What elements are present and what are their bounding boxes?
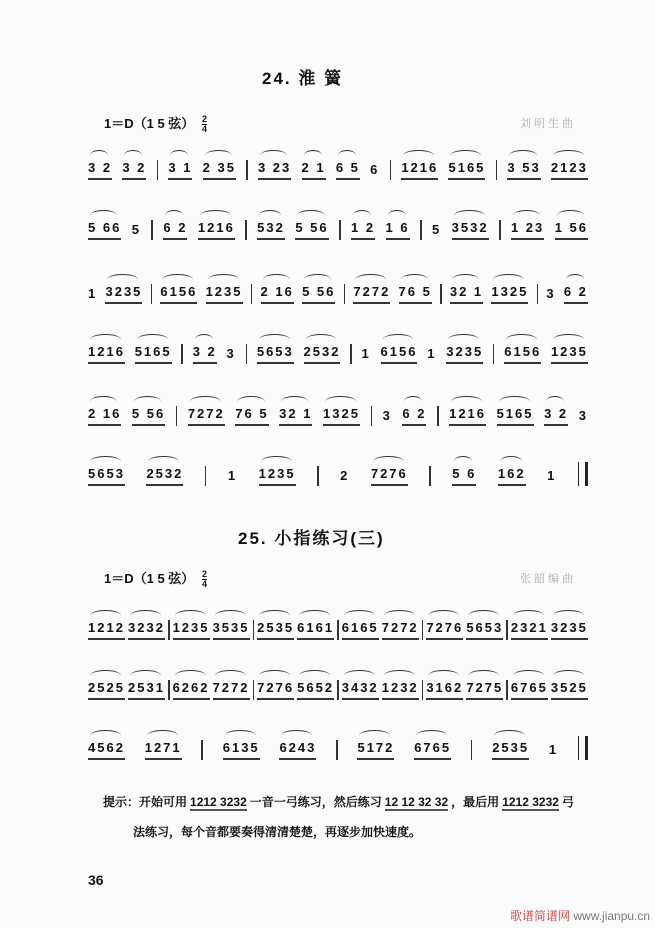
barline — [390, 160, 392, 180]
note-group: 3 — [546, 286, 556, 301]
note-group: 32 1 — [450, 284, 483, 304]
note-group: 6165 — [342, 620, 379, 640]
note-group: 5 6 — [452, 466, 476, 486]
time-signature: $\frac{2}{4}$ — [201, 114, 207, 135]
note-group: 5652 — [297, 680, 334, 700]
note-group: 5 56 — [295, 220, 328, 240]
barline — [246, 160, 248, 180]
note-group: 3 — [382, 408, 392, 423]
barline — [181, 344, 183, 364]
score-line — [88, 660, 588, 700]
hint-notation: 1212 3232 — [190, 795, 247, 809]
barline — [157, 160, 159, 180]
note-group: 5653 — [88, 466, 125, 486]
note-group: 76 5 — [235, 406, 268, 426]
note-group: 6243 — [279, 740, 316, 760]
note-group: 1232 — [382, 680, 419, 700]
note-group: 2321 — [511, 620, 548, 640]
note-group: 6161 — [297, 620, 334, 640]
note-group: 3 53 — [507, 160, 540, 180]
hint-text: ，最后用 — [451, 795, 500, 809]
barline — [168, 680, 170, 700]
note-group: 2525 — [88, 680, 125, 700]
note-group: 5 56 — [132, 406, 165, 426]
barline — [420, 220, 422, 240]
key-signature: 1＝D（1 5 弦） — [104, 116, 195, 131]
barline — [205, 466, 207, 486]
barline — [339, 220, 341, 240]
note-group: 3 — [226, 346, 236, 361]
note-group: 1216 — [88, 344, 125, 364]
note-group: 5653 — [257, 344, 294, 364]
final-barline — [578, 462, 588, 486]
score-line — [88, 446, 588, 486]
watermark — [510, 907, 650, 924]
barline — [499, 220, 501, 240]
note-group: 6 — [370, 162, 380, 177]
note-group: 2532 — [304, 344, 341, 364]
note-group: 1216 — [449, 406, 486, 426]
note-group: 6765 — [511, 680, 548, 700]
note-group: 3 23 — [258, 160, 291, 180]
note-group: 1325 — [323, 406, 360, 426]
note-group: 7272 — [188, 406, 225, 426]
note-group: 76 5 — [399, 284, 432, 304]
note-group: 4562 — [88, 740, 125, 760]
note-group: 6156 — [504, 344, 541, 364]
barline — [151, 220, 153, 240]
key-signature: 1＝D（1 5 弦） — [104, 571, 195, 586]
note-group: 5 — [431, 222, 442, 237]
watermark-name: 歌谱简谱网 — [510, 909, 571, 923]
barline — [537, 284, 539, 304]
barline — [496, 160, 498, 180]
barline — [422, 620, 424, 640]
note-group: 6262 — [173, 680, 210, 700]
note-group: 1216 — [401, 160, 438, 180]
barline — [151, 284, 153, 304]
note-group: 1235 — [173, 620, 210, 640]
note-group: 3235 — [105, 284, 142, 304]
score-line — [88, 140, 588, 180]
note-group: 1271 — [145, 740, 182, 760]
note-group: 1 2 — [351, 220, 375, 240]
hint-notation: 12 12 32 32 — [384, 795, 449, 809]
barline — [337, 620, 339, 640]
barline — [201, 740, 203, 760]
time-signature: $\frac{2}{4}$ — [201, 569, 207, 590]
piece-24-composer: 刘明生曲 — [520, 118, 576, 130]
note-group: 7275 — [466, 680, 503, 700]
hint-line-2: 法练习，每个音都要奏得清清楚楚，再逐步加快速度。 — [133, 825, 422, 839]
barline — [506, 680, 508, 700]
note-group: 1 — [547, 468, 557, 483]
piece-25-key — [104, 568, 207, 589]
note-group: 1235 — [551, 344, 588, 364]
note-group: 7276 — [426, 620, 463, 640]
note-group: 3235 — [551, 620, 588, 640]
note-group: 5165 — [497, 406, 534, 426]
note-group: 2535 — [257, 620, 294, 640]
note-group: 1 — [88, 286, 98, 301]
hint-notation: 1212 3232 — [502, 795, 559, 809]
page-number: 36 — [88, 872, 104, 888]
note-group: 1212 — [88, 620, 125, 640]
note-group: 1235 — [206, 284, 243, 304]
note-group: 532 — [257, 220, 285, 240]
barline — [350, 344, 352, 364]
note-group: 5165 — [448, 160, 485, 180]
note-group: 2 35 — [203, 160, 236, 180]
barline — [440, 284, 442, 304]
note-group: 7272 — [382, 620, 419, 640]
note-group: 3 1 — [168, 160, 192, 180]
note-group: 7272 — [213, 680, 250, 700]
note-group: 2 16 — [261, 284, 294, 304]
note-group: 3 2 — [544, 406, 568, 426]
note-group: 2532 — [146, 466, 183, 486]
hint-text: 弓 — [561, 795, 574, 809]
hint-text: 提示：开始可用 — [103, 795, 188, 809]
barline — [493, 344, 495, 364]
note-group: 6 5 — [336, 160, 360, 180]
barline — [253, 620, 255, 640]
barline — [371, 406, 373, 426]
note-group: 3525 — [551, 680, 588, 700]
barline — [245, 220, 247, 240]
note-group: 1325 — [491, 284, 528, 304]
barline — [253, 680, 255, 700]
note-group: 1 — [548, 742, 559, 757]
note-group: 5653 — [466, 620, 503, 640]
note-group: 2531 — [128, 680, 165, 700]
barline — [336, 740, 338, 760]
note-group: 7276 — [257, 680, 294, 700]
note-group: 5172 — [357, 740, 394, 760]
note-group: 1 56 — [555, 220, 588, 240]
note-group: 6 2 — [163, 220, 187, 240]
note-group: 6156 — [160, 284, 197, 304]
note-group: 1 23 — [511, 220, 544, 240]
final-barline — [578, 736, 588, 760]
note-group: 1 — [427, 346, 437, 361]
note-group: 5 66 — [88, 220, 121, 240]
barline — [344, 284, 346, 304]
note-group: 2 1 — [302, 160, 326, 180]
hint-text: 一音一弓练习，然后练习 — [249, 795, 382, 809]
barline — [251, 284, 253, 304]
note-group: 3162 — [426, 680, 463, 700]
note-group: 3235 — [446, 344, 483, 364]
note-group: 5 — [131, 222, 141, 237]
note-group: 3535 — [213, 620, 250, 640]
note-group: 7272 — [353, 284, 390, 304]
watermark-url: www.jianpu.cn — [573, 909, 651, 923]
score-line — [88, 720, 588, 760]
score-line — [88, 324, 588, 364]
piece-25-composer: 张韶编曲 — [520, 573, 576, 585]
note-group: 5165 — [135, 344, 172, 364]
note-group: 1 6 — [386, 220, 410, 240]
note-group: 3532 — [452, 220, 489, 240]
barline — [506, 620, 508, 640]
note-group: 6765 — [414, 740, 451, 760]
note-group: 3432 — [342, 680, 379, 700]
score-line — [88, 386, 588, 426]
barline — [176, 406, 178, 426]
score-line — [88, 600, 588, 640]
note-group: 2 — [340, 468, 350, 483]
barline — [437, 406, 439, 426]
note-group: 162 — [498, 466, 526, 486]
note-group: 1 — [227, 468, 238, 483]
barline — [471, 740, 473, 760]
note-group: 6 2 — [564, 284, 588, 304]
note-group: 2 16 — [88, 406, 121, 426]
score-line — [88, 264, 588, 304]
note-group: 3 2 — [88, 160, 112, 180]
note-group: 32 1 — [279, 406, 312, 426]
note-group: 2123 — [551, 160, 588, 180]
piece-25-title: 25. 小指练习(三) — [238, 529, 385, 548]
barline — [422, 680, 424, 700]
note-group: 1 — [361, 346, 371, 361]
barline — [337, 680, 339, 700]
note-group: 1235 — [259, 466, 296, 486]
barline — [168, 620, 170, 640]
barline — [429, 466, 431, 486]
note-group: 3232 — [128, 620, 165, 640]
note-group: 5 56 — [302, 284, 335, 304]
note-group: 2535 — [492, 740, 529, 760]
note-group: 3 2 — [122, 160, 146, 180]
note-group: 6135 — [223, 740, 260, 760]
piece-24-title: 24. 淮 簧 — [262, 69, 344, 88]
note-group: 6156 — [381, 344, 418, 364]
piece-24-key — [104, 113, 207, 134]
barline — [317, 466, 319, 486]
note-group: 3 — [578, 408, 588, 423]
barline — [246, 344, 248, 364]
hint-line-1 — [103, 793, 574, 810]
note-group: 7276 — [371, 466, 408, 486]
score-line — [88, 200, 588, 240]
note-group: 3 2 — [193, 344, 217, 364]
note-group: 6 2 — [402, 406, 426, 426]
note-group: 1216 — [198, 220, 235, 240]
